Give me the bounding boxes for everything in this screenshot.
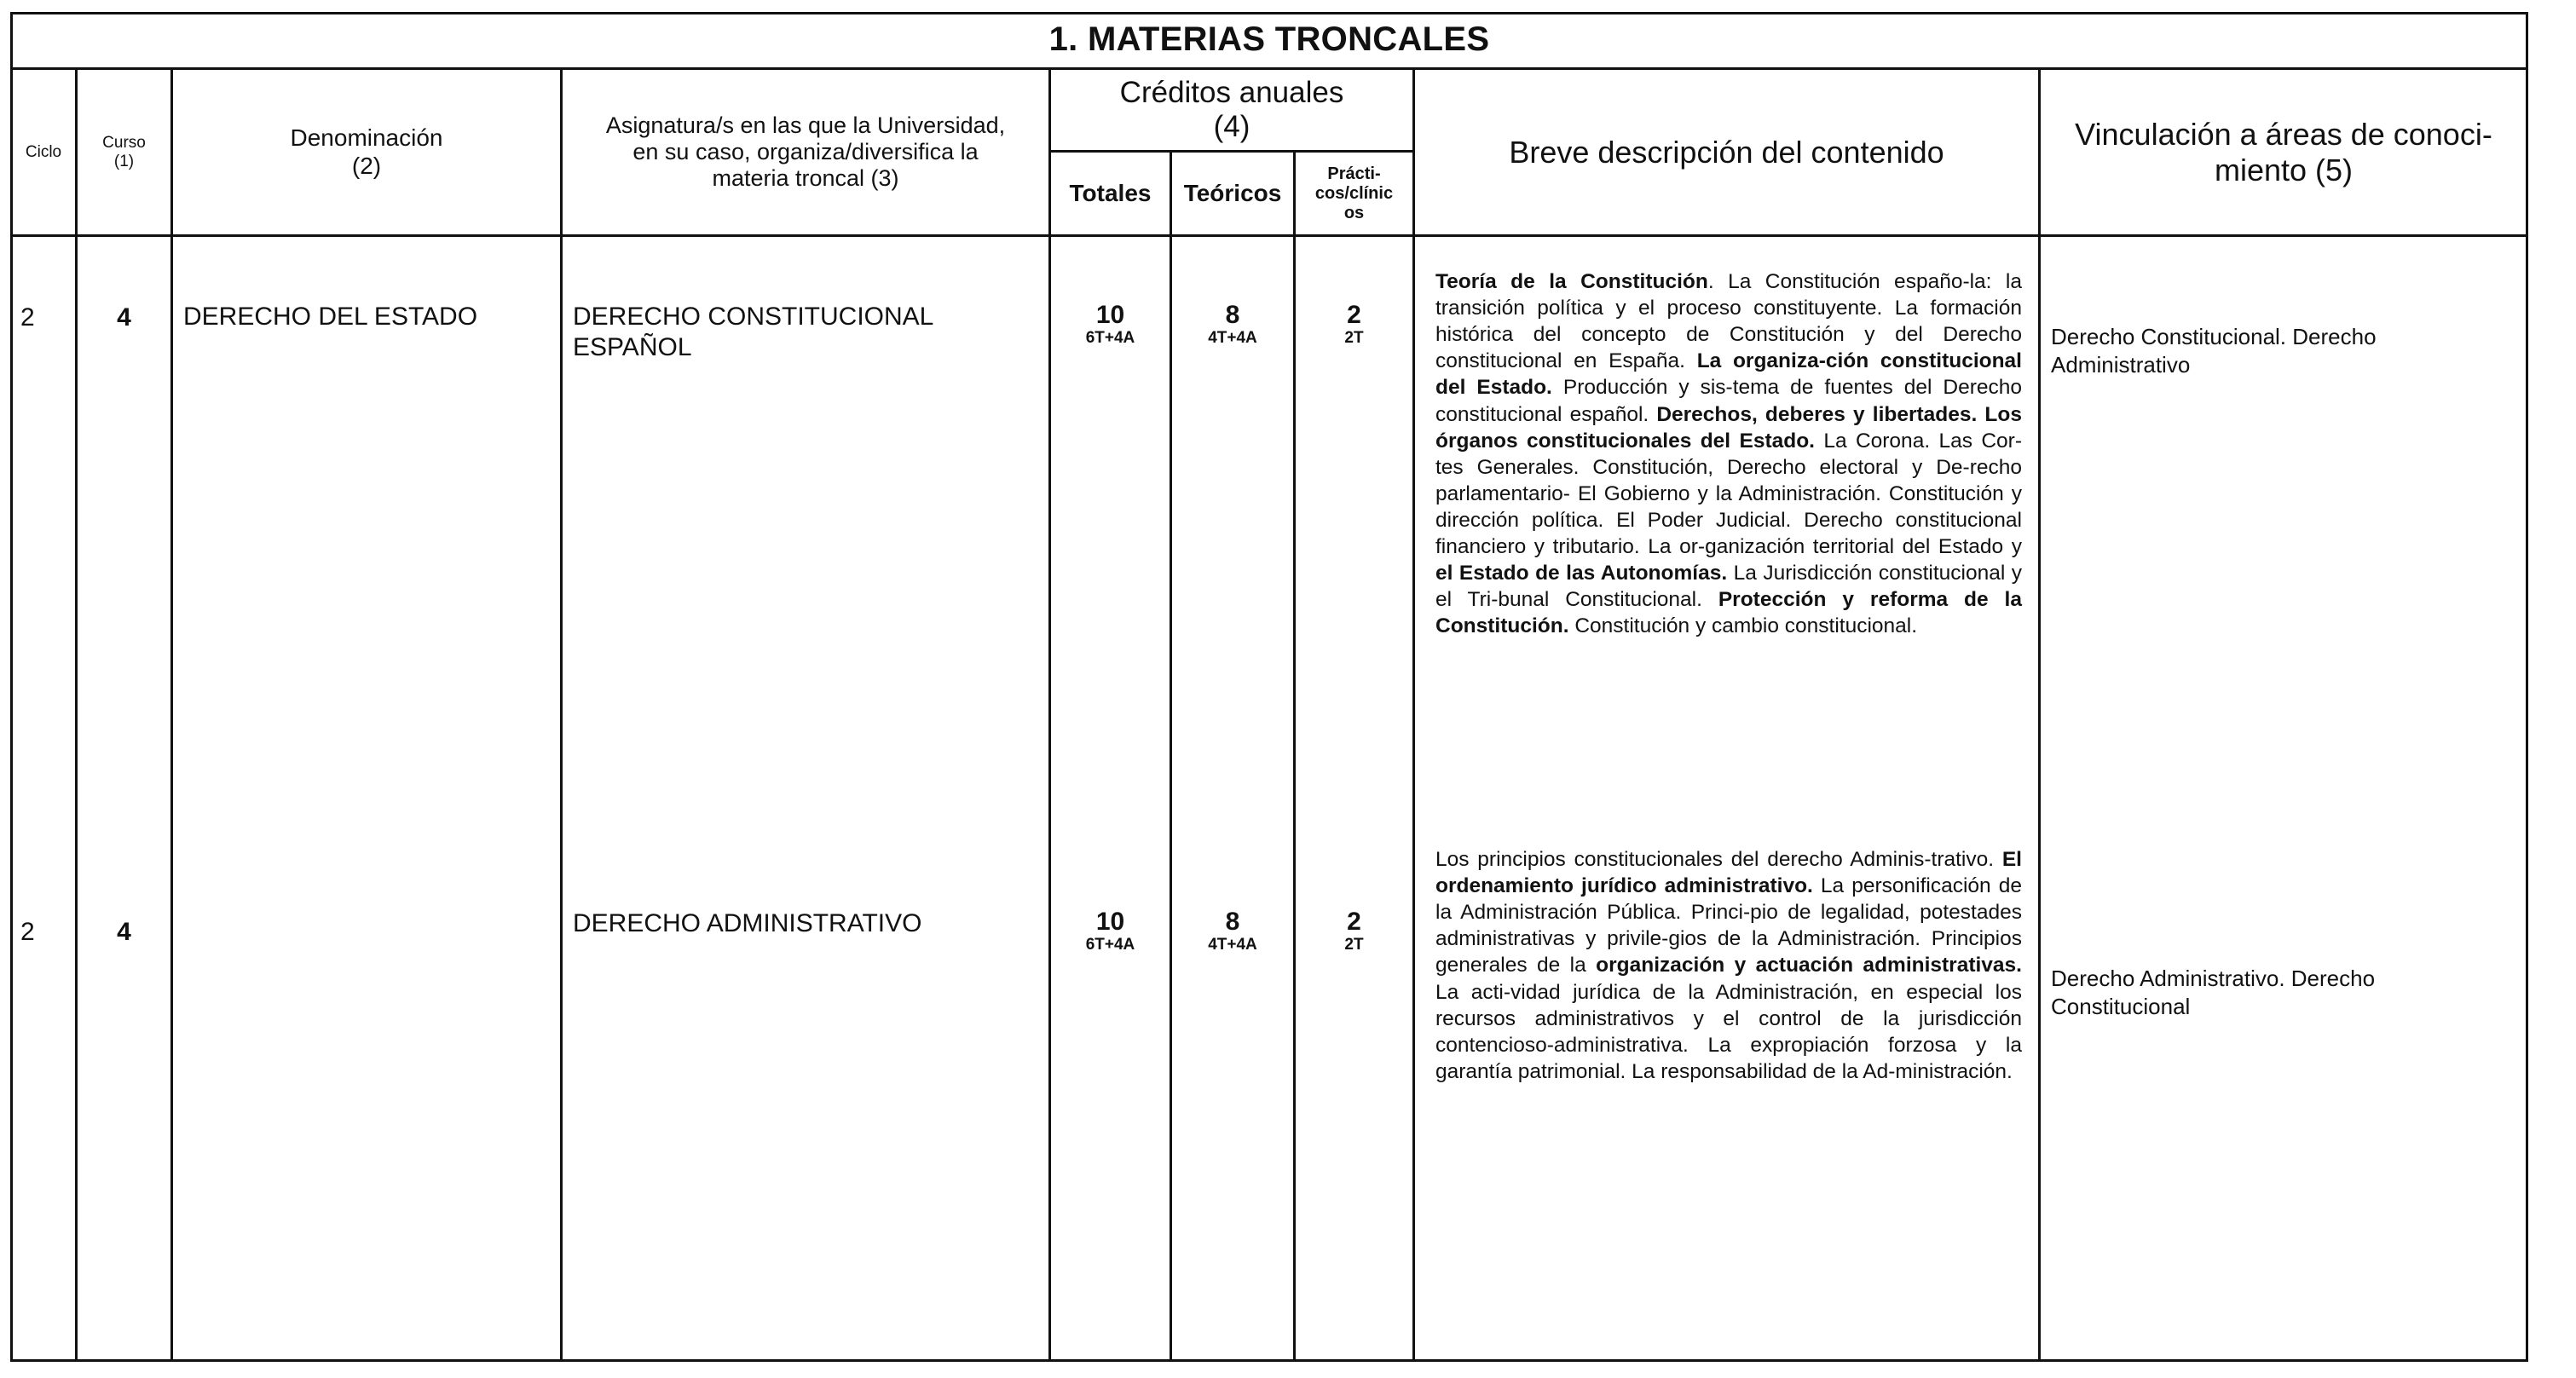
header-practicos: Prácti- cos/clínic os <box>1314 164 1394 222</box>
header-creditos-anuales: Créditos anuales (4) <box>1119 75 1344 143</box>
header-denominacion: Denominación (2) <box>290 124 443 179</box>
header-teoricos: Teóricos <box>1183 179 1282 206</box>
creditos-practicos-cell <box>1296 908 1412 954</box>
creditos-totales-cell <box>1051 302 1170 348</box>
creditos-totales-value: 10 <box>1095 301 1125 329</box>
descripcion-run: Constitución y cambio constitucional. <box>1568 614 1918 638</box>
creditos-totales-cell <box>1051 908 1170 954</box>
curso-value: 4 <box>117 303 131 332</box>
creditos-practicos-value: 2 <box>1347 301 1361 329</box>
descripcion-run: La acti-vidad jurídica de la Administración, en especial los recursos administrativos y el control de la jurisdicción contencioso-administrativa. La expropiación forzosa y la garantía patrimonial. La responsabilidad de la Ad-ministración. <box>1435 980 2022 1083</box>
curso-value: 4 <box>117 918 131 946</box>
descripcion-bold-run: Protección y reforma de la Constitución. <box>1435 588 2022 638</box>
descripcion-run: . La Constitución españo-la: la transición política y el proceso constituyente. La formación histórica del concepto de Constitución y del Derecho constitucional en España. <box>1435 270 2023 373</box>
descripcion-bold-run: Teoría de la Constitución <box>1435 270 1708 293</box>
header-descripcion: Breve descripción del contenido <box>1509 134 1944 170</box>
descripcion-text <box>1435 846 2022 1085</box>
header-asignaturas: Asignatura/s en las que la Universidad, en su caso, organiza/diversifica la materia troncal (3) <box>605 112 1006 192</box>
asignatura-value: DERECHO ADMINISTRATIVO <box>573 909 922 937</box>
denominacion-value: DERECHO DEL ESTADO <box>183 303 478 331</box>
descripcion-bold-run: el Estado de las Autonomías. <box>1435 562 1728 585</box>
creditos-teoricos-value: 8 <box>1225 301 1240 329</box>
asignatura-value: DERECHO CONSTITUCIONAL ESPAÑOL <box>573 303 934 361</box>
creditos-teoricos-cell <box>1172 908 1293 954</box>
creditos-practicos-value: 2 <box>1347 908 1361 936</box>
creditos-totales-breakdown: 6T+4A <box>1085 328 1135 347</box>
col-divider <box>75 68 78 1362</box>
creditos-practicos-breakdown: 2T <box>1344 935 1364 954</box>
col-divider <box>2038 68 2041 1362</box>
col-divider <box>1412 68 1415 1362</box>
creditos-teoricos-value: 8 <box>1225 908 1240 936</box>
col-divider <box>560 68 563 1362</box>
header-vinculacion: Vinculación a áreas de conoci- miento (5) <box>2075 117 2492 187</box>
ciclo-value: 2 <box>20 918 35 946</box>
header-bottom-divider <box>10 234 2528 237</box>
vinculacion-value: Derecho Constitucional. Derecho Administrativo <box>2051 324 2377 378</box>
header-ciclo: Ciclo <box>25 142 62 161</box>
col-divider <box>1048 68 1051 1362</box>
col-divider <box>170 68 173 1362</box>
ciclo-value: 2 <box>20 303 35 332</box>
creditos-teoricos-breakdown: 4T+4A <box>1208 328 1257 347</box>
table-title: 1. MATERIAS TRONCALES <box>1048 20 1490 58</box>
descripcion-bold-run: organización y actuación administrativas. <box>1596 954 2022 977</box>
creditos-teoricos-breakdown: 4T+4A <box>1208 935 1257 954</box>
vinculacion-value: Derecho Administrativo. Derecho Constitucional <box>2051 966 2376 1019</box>
header-curso: Curso (1) <box>102 133 146 170</box>
creditos-totales-breakdown: 6T+4A <box>1085 935 1135 954</box>
descripcion-run: La Jurisdicción constitucional y el Tri-bunal Constitucional. <box>1435 562 2022 612</box>
creditos-practicos-cell <box>1296 302 1412 348</box>
creditos-practicos-breakdown: 2T <box>1344 328 1364 347</box>
descripcion-bold-run: La organiza-ción constitucional del Estado. <box>1435 349 2022 400</box>
descripcion-run: La personificación de la Administración Pública. Princi-pio de legalidad, potestades administrativas y privile-gios de la Administración. Principios generales de la <box>1435 874 2022 977</box>
descripcion-run: Los principios constitucionales del derecho Adminis-trativo. <box>1435 848 2002 871</box>
creditos-teoricos-cell <box>1172 302 1293 348</box>
descripcion-run: La Corona. Las Cor-tes Generales. Constitución, Derecho electoral y De-recho parlamentario- El Gobierno y la Administración. Constitución y dirección política. El Poder Judicial. Derecho constitucional financiero y tributario. La or-ganización territorial del Estado y <box>1435 429 2022 559</box>
descripcion-run: Producción y sis-tema de fuentes del Derecho constitucional español. <box>1435 376 2022 426</box>
descripcion-bold-run: El ordenamiento jurídico administrativo. <box>1435 848 2022 898</box>
descripcion-text <box>1435 268 2022 640</box>
descripcion-bold-run: Derechos, deberes y libertades. Los órganos constitucionales del Estado. <box>1435 402 2022 453</box>
table-title-row <box>10 12 2528 70</box>
creditos-totales-value: 10 <box>1095 908 1125 936</box>
header-totales: Totales <box>1069 179 1152 206</box>
